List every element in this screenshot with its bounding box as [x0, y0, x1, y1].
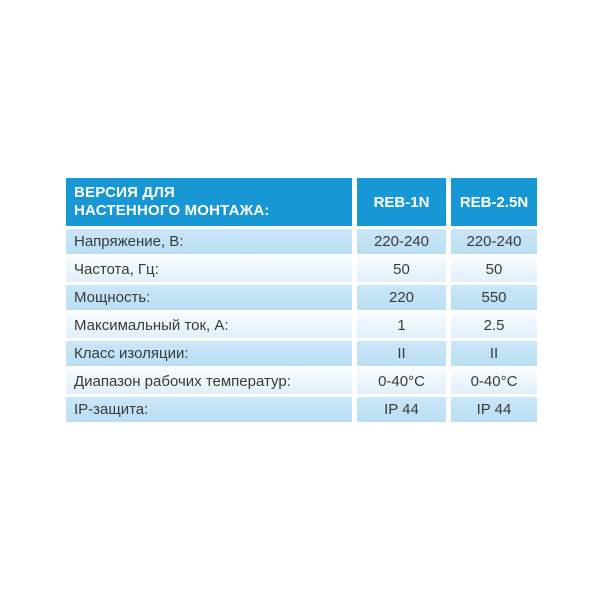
- spec-value-reb-2-5n: 220-240: [451, 229, 537, 254]
- spec-row-label: Мощность:: [66, 285, 352, 310]
- table-header-title-line2: НАСТЕННОГО МОНТАЖА:: [74, 202, 270, 219]
- spec-value-reb-2-5n: 2.5: [451, 313, 537, 338]
- spec-value-reb-1n: 0-40°C: [357, 369, 446, 394]
- spec-row-label: Диапазон рабочих температур:: [66, 369, 352, 394]
- spec-value-reb-1n: 50: [357, 257, 446, 282]
- spec-value-reb-2-5n: II: [451, 341, 537, 366]
- spec-row-label: Напряжение, В:: [66, 229, 352, 254]
- spec-value-reb-2-5n: 50: [451, 257, 537, 282]
- spec-value-reb-1n: II: [357, 341, 446, 366]
- spec-value-reb-1n: 1: [357, 313, 446, 338]
- spec-value-reb-1n: 220: [357, 285, 446, 310]
- spec-value-reb-2-5n: 0-40°C: [451, 369, 537, 394]
- spec-row-label: Максимальный ток, А:: [66, 313, 352, 338]
- spec-value-reb-1n: IP 44: [357, 397, 446, 422]
- table-header-title: [66, 178, 352, 226]
- table-header-title-line1: ВЕРСИЯ ДЛЯ: [74, 184, 176, 201]
- spec-table: [66, 178, 537, 422]
- spec-value-reb-1n: 220-240: [357, 229, 446, 254]
- spec-row-label: IP-защита:: [66, 397, 352, 422]
- spec-value-reb-2-5n: IP 44: [451, 397, 537, 422]
- spec-row-label: Частота, Гц:: [66, 257, 352, 282]
- column-header-reb-2-5n: REB-2.5N: [451, 178, 537, 226]
- column-header-reb-1n: REB-1N: [357, 178, 446, 226]
- spec-value-reb-2-5n: 550: [451, 285, 537, 310]
- spec-row-label: Класс изоляции:: [66, 341, 352, 366]
